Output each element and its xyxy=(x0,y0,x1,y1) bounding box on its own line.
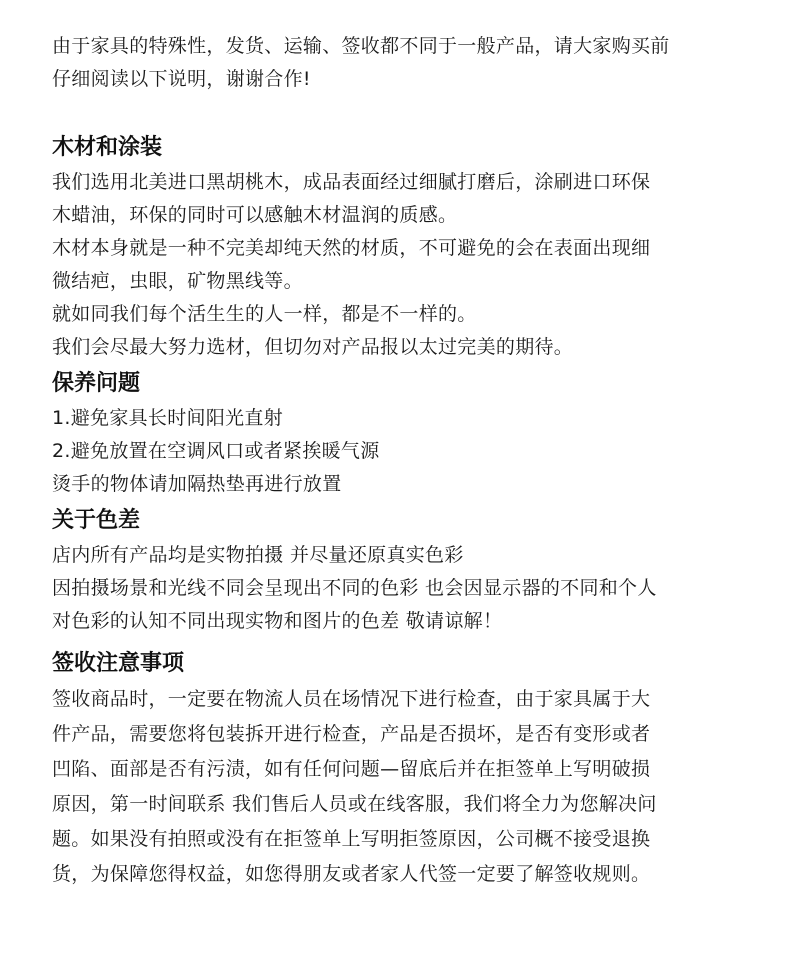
section-line: 微结疤，虫眼，矿物黑线等。 xyxy=(52,270,303,292)
intro-paragraph xyxy=(52,30,750,96)
section-wood-coating xyxy=(52,130,750,364)
section-title: 保养问题 xyxy=(52,371,141,396)
section-color-difference xyxy=(52,503,750,638)
section-line: 1.避免家具长时间阳光直射 xyxy=(52,407,284,429)
section-line: 因拍摄场景和光线不同会呈现出不同的色彩 也会因显示器的不同和个人 xyxy=(52,577,657,599)
section-title: 关于色差 xyxy=(52,508,141,533)
section-line: 凹陷、面部是否有污渍，如有任何问题—留底后并在拒签单上写明破损 xyxy=(52,758,651,780)
intro-line: 仔细阅读以下说明，谢谢合作! xyxy=(52,68,311,90)
section-maintenance xyxy=(52,366,750,501)
section-line: 题。如果没有拍照或没有在拒签单上写明拒签原因，公司概不接受退换 xyxy=(52,828,651,850)
section-line: 件产品，需要您将包装拆开进行检查，产品是否损坏，是否有变形或者 xyxy=(52,723,651,745)
section-line: 烫手的物体请加隔热垫再进行放置 xyxy=(52,473,342,495)
section-line: 对色彩的认知不同出现实物和图片的色差 敬请谅解！ xyxy=(52,610,503,632)
section-line: 店内所有产品均是实物拍摄 并尽量还原真实色彩 xyxy=(52,544,464,566)
intro-line: 由于家具的特殊性，发货、运输、签收都不同于一般产品，请大家购买前 xyxy=(52,35,670,57)
section-line: 2.避免放置在空调风口或者紧挨暖气源 xyxy=(52,440,380,462)
section-line: 我们会尽最大努力选材，但切勿对产品报以太过完美的期待。 xyxy=(52,336,574,358)
section-line: 货，为保障您得权益，如您得朋友或者家人代签一定要了解签收规则。 xyxy=(52,863,651,885)
section-line: 签收商品时，一定要在物流人员在场情况下进行检查，由于家具属于大 xyxy=(52,688,651,710)
section-line: 原因，第一时间联系 我们售后人员或在线客服，我们将全力为您解决问 xyxy=(52,793,657,815)
section-line: 木蜡油，环保的同时可以感触木材温润的质感。 xyxy=(52,204,458,226)
section-line: 就如同我们每个活生生的人一样，都是不一样的。 xyxy=(52,303,477,325)
section-delivery-notes xyxy=(52,646,750,892)
section-title: 签收注意事项 xyxy=(52,651,185,676)
section-title: 木材和涂装 xyxy=(52,135,163,160)
section-line: 木材本身就是一种不完美却纯天然的材质，不可避免的会在表面出现细 xyxy=(52,237,651,259)
section-line: 我们选用北美进口黑胡桃木，成品表面经过细腻打磨后，涂刷进口环保 xyxy=(52,171,651,193)
